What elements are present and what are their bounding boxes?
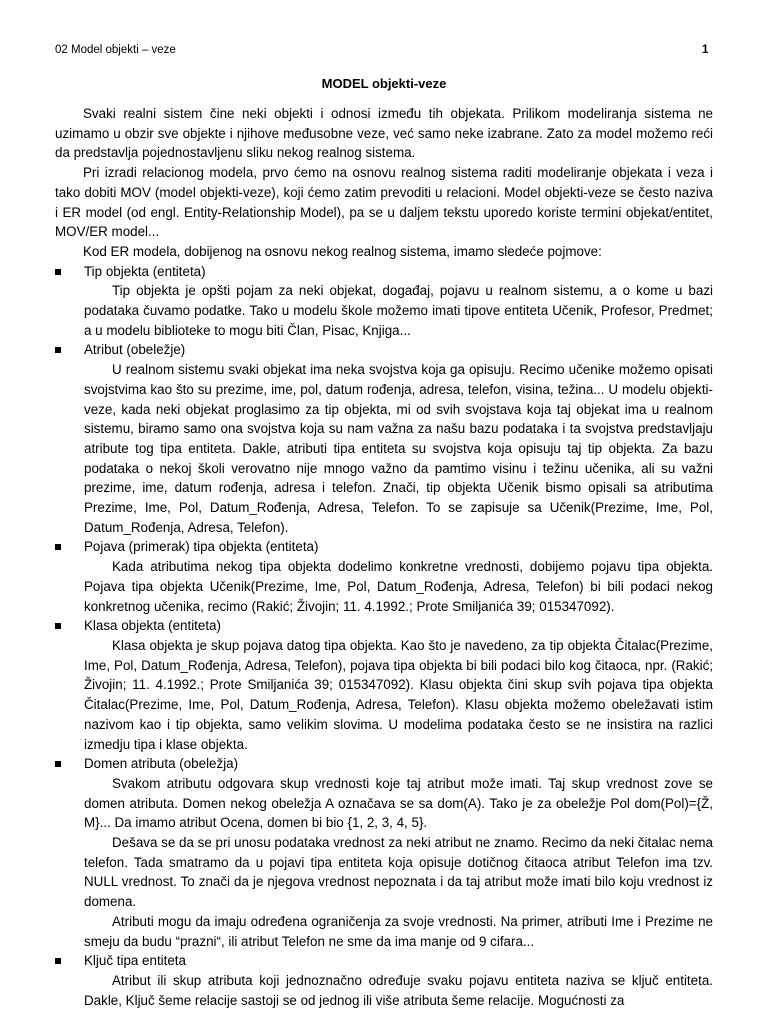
bullet-icon (55, 544, 61, 550)
page-number: 1 (702, 44, 709, 56)
section-heading-text: Pojava (primerak) tipa objekta (entiteta) (84, 539, 319, 555)
section-heading (55, 340, 713, 360)
section-paragraph: Atributi mogu da imaju određena ograničenja za svoje vrednosti. Na primer, atributi Ime i Prezime ne smeju da budu “prazni“, ili atribut Telefon ne sme da ima manje od 9 cifara... (84, 913, 713, 949)
section-heading (55, 754, 713, 774)
section-heading (55, 262, 713, 282)
bullet-icon (55, 623, 61, 629)
running-header: 02 Model objekti – veze (55, 44, 176, 56)
section-paragraph: Tip objekta je opšti pojam za neki objekat, događaj, pojavu u realnom sistemu, a o kome u bazi podataka čuvamo podatke. Tako u modelu škole možemo imati tipove entiteta Učenik, Profesor, Predmet; a u modelu biblioteke to mogu biti Član, Pisac, Knjiga... (84, 283, 713, 338)
bullet-icon (55, 347, 61, 353)
intro-paragraph: Kod ER modela, dobijenog na osnovu nekog realnog sistema, imamo sledeće pojmove: (83, 243, 602, 259)
section-paragraph: Dešava se da se pri unosu podataka vrednost za neki atribut ne znamo. Recimo da neki čitalac nema telefon. Tada smatramo da u pojavi tipa entiteta koja opisuje dotičnog čitaoca atribut Telefon ima tzv. NULL vrednost. To znači da je njegova vrednost nepoznata i da taj atribut može imati bilo koju vrednost iz domena. (84, 835, 713, 910)
section-heading-text: Klasa objekta (entiteta) (84, 618, 221, 634)
bullet-icon (55, 269, 61, 275)
section-paragraph: Klasa objekta je skup pojava datog tipa objekta. Kao što je navedeno, za tip objekta Čitalac(Prezime, Ime, Pol, Datum_Rođenja, Adresa, Telefon), pojava tipa objekta bi bili podaci bilo kog čitaoca, npr. (Rakić; Živojin; 11. 4.1992.; Prote Smiljanića 39; 015347092). Klasu objekta čini skup svih pojava tipa objekta Čitalac(Prezime, Ime, Pol, Datum_Rođenja, Adresa, Telefon). Klasu objekta možemo obeležavati istim nazivom kao i tip objekta, samo velikim slovima. U modelima podataka često se ne insistira na razlici izmedju tipa i klase objekta. (84, 637, 713, 752)
section-heading-text: Ključ tipa entiteta (84, 953, 186, 969)
section-paragraph: Atribut ili skup atributa koji jednoznačno određuje svaku pojavu entiteta naziva se ključ entiteta. Dakle, Ključ šeme relacije sastoji se od jednog ili više atributa šeme relacije. Mogućnosti za (84, 972, 713, 1008)
section-heading (55, 616, 713, 636)
section-heading-text: Tip objekta (entiteta) (84, 263, 206, 279)
section-heading (55, 537, 713, 557)
bullet-icon (55, 958, 61, 964)
document-body (55, 104, 713, 1010)
intro-paragraph: Svaki realni sistem čine neki objekti i odnosi između tih objekata. Prilikom modeliranja sistema ne uzimamo u obzir sve objekte i njihove međusobne veze, već samo neke izabrane. Zato za model možemo reći da predstavlja pojednostavljenu sliku nekog realnog sistema. (55, 106, 713, 161)
bullet-icon (55, 761, 61, 767)
section-heading-text: Domen atributa (obeležja) (84, 756, 239, 772)
section-paragraph: Svakom atributu odgovara skup vrednosti koje taj atribut može imati. Taj skup vrednost zove se domen atributa. Domen nekog obeležja A označava se sa dom(A). Tako je za obeležje Pol dom(Pol)={Ž, M}... Da imamo atribut Ocena, domen bi bio {1, 2, 3, 4, 5}. (84, 775, 713, 831)
section-heading-text: Atribut (obeležje) (84, 342, 186, 358)
section-paragraph: Kada atributima nekog tipa objekta dodelimo konkretne vrednosti, dobijemo pojavu tipa objekta. Pojava tipa objekta Učenik(Prezime, Ime, Pol, Datum_Rođenja, Adresa, Telefon) bi bili podaci nekog konkretnog učenika, recimo (Rakić; Živojin; 11. 4.1992.; Prote Smiljanića 39; 015347092). (84, 559, 713, 614)
section-heading (55, 951, 713, 971)
section-paragraph: U realnom sistemu svaki objekat ima neka svojstva koja ga opisuju. Recimo učenike možemo opisati svojstvima kao što su prezime, ime, pol, datum rođenja, adresa, telefon, visina, težina... U modelu objekti-veze, kada neki objekat proglasimo za tip objekta, mi od svih svojstava koja taj objekat ima u realnom sistemu, biramo samo ona svojstva koja su nam važna za našu bazu podataka i ta svojstva predstavljaju atribute tog tipa entiteta. Dakle, atributi tipa entiteta su svojstva koja opisuju taj tip objekta. Za bazu podataka o nekoj školi verovatno nije mnogo važno da pamtimo visinu i težinu učenika, ali su važni prezime, ime, datum rođenja, adresa i telefon. Znači, tip objekta Učenik bismo opisali sa atributima Prezime, Ime, Pol, Datum_Rođenja, Adresa, Telefon. To se zapisuje sa Učenik(Prezime, Ime, Pol, Datum_Rođenja, Adresa, Telefon). (84, 362, 713, 535)
intro-paragraph: Pri izradi relacionog modela, prvo ćemo na osnovu realnog sistema raditi modeliranje objekata i veza i tako dobiti MOV (model objekti-veze), koji ćemo zatim prevoditi u relacioni. Model objekti-veze se često naziva i ER model (od engl. Entity-Relationship Model), pa se u daljem tekstu uporedo koriste termini objekat/entitet, MOV/ER model... (55, 165, 713, 240)
page-title: MODEL objekti-veze (321, 76, 447, 91)
